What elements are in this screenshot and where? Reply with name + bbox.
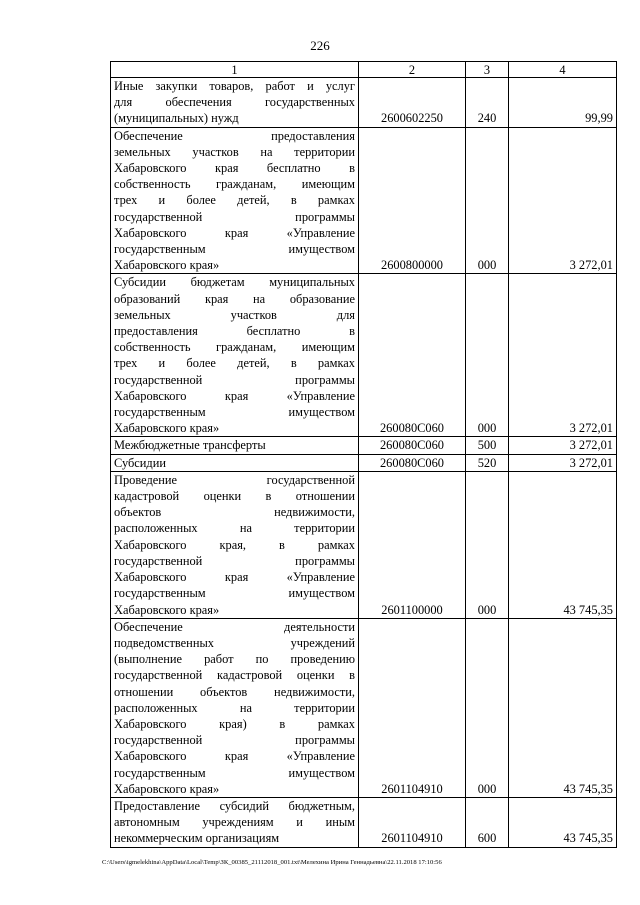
row-name-line: трех и более детей, в рамках [114, 193, 355, 208]
row-name-line: объектов недвижимости, [114, 505, 355, 520]
row-name-line: Хабаровского края «Управление [114, 388, 355, 403]
row-name [111, 127, 359, 274]
row-name-line: Хабаровского края «Управление [114, 225, 355, 240]
row-name [111, 618, 359, 797]
row-sum: 3 272,01 [509, 127, 617, 274]
table-row [111, 78, 617, 128]
row-name-line: автономным учреждениям и иным [114, 815, 355, 830]
row-name-line: расположенных на территории [114, 521, 355, 536]
header-col-3: 3 [466, 62, 509, 78]
row-name-line: Хабаровского края «Управление [114, 749, 355, 764]
row-code: 2601104910 [359, 618, 466, 797]
row-name-line: Хабаровского края» [114, 781, 220, 796]
row-sum: 43 745,35 [509, 797, 617, 847]
row-name [111, 78, 359, 128]
row-kvr: 600 [466, 797, 509, 847]
row-name-line: государственным имуществом [114, 586, 355, 601]
table-row [111, 618, 617, 797]
row-name-line: подведомственных учреждений [114, 635, 355, 650]
row-name-line: собственность гражданам, имеющим [114, 340, 355, 355]
row-name [111, 471, 359, 618]
budget-table [110, 61, 617, 848]
header-col-1: 1 [111, 62, 359, 78]
row-name-line: государственным имуществом [114, 405, 355, 420]
row-name-line: Хабаровского края «Управление [114, 570, 355, 585]
header-row [111, 62, 617, 78]
row-name-line: Межбюджетные трансферты [114, 438, 266, 453]
row-name-line: трех и более детей, в рамках [114, 356, 355, 371]
row-code: 260080С060 [359, 274, 466, 437]
row-sum: 43 745,35 [509, 471, 617, 618]
table-row [111, 471, 617, 618]
row-name-line: кадастровой оценки в отношении [114, 489, 355, 504]
row-name-line: государственной программы [114, 553, 355, 568]
table-row [111, 454, 617, 471]
row-name-line: отношении объектов недвижимости, [114, 684, 355, 699]
row-kvr: 000 [466, 274, 509, 437]
row-name-line: земельных участков на территории [114, 144, 355, 159]
row-kvr: 000 [466, 127, 509, 274]
row-name-line: (муниципальных) нужд [114, 111, 239, 126]
row-sum: 43 745,35 [509, 618, 617, 797]
table-row [111, 127, 617, 274]
row-name-line: Иные закупки товаров, работ и услуг [114, 79, 355, 93]
row-name [111, 437, 359, 454]
row-code: 260080С060 [359, 437, 466, 454]
row-name-line: образований края на образование [114, 291, 355, 306]
row-name-line: предоставления бесплатно в [114, 324, 355, 339]
row-name-line: Субсидии бюджетам муниципальных [114, 275, 355, 290]
header-col-2: 2 [359, 62, 466, 78]
row-kvr: 520 [466, 454, 509, 471]
row-name-line: Хабаровского края» [114, 421, 220, 436]
row-name [111, 274, 359, 437]
budget-table-body [111, 62, 617, 848]
table-row [111, 437, 617, 454]
row-name-line: Хабаровского края» [114, 602, 220, 617]
table-row [111, 797, 617, 847]
row-name-line: расположенных на территории [114, 700, 355, 715]
row-name-line: Проведение государственной [114, 472, 355, 487]
header-col-4: 4 [509, 62, 617, 78]
row-name-line: Субсидии [114, 455, 166, 470]
row-name-line: государственной программы [114, 209, 355, 224]
row-code: 260080С060 [359, 454, 466, 471]
row-name-line: некоммерческим организациям [114, 831, 280, 846]
row-name-line: государственной программы [114, 372, 355, 387]
row-kvr: 000 [466, 471, 509, 618]
row-name-line: Хабаровского края, в рамках [114, 537, 355, 552]
row-name [111, 797, 359, 847]
row-code: 2601100000 [359, 471, 466, 618]
row-name-line: собственность гражданам, имеющим [114, 177, 355, 192]
row-code: 2600800000 [359, 127, 466, 274]
row-kvr: 500 [466, 437, 509, 454]
row-kvr: 000 [466, 618, 509, 797]
row-name-line: Хабаровского края» [114, 258, 220, 273]
row-name [111, 454, 359, 471]
row-name-line: земельных участков для [114, 307, 355, 322]
row-name-line: Предоставление субсидий бюджетным, [114, 798, 355, 813]
page-number: 226 [310, 38, 330, 53]
row-name-line: Обеспечение предоставления [114, 128, 355, 143]
row-code: 2600602250 [359, 78, 466, 128]
row-name-line: Обеспечение деятельности [114, 619, 355, 634]
row-name-line: государственной кадастровой оценки в [114, 668, 355, 683]
row-sum: 99,99 [509, 78, 617, 128]
row-code: 2601104910 [359, 797, 466, 847]
row-name-line: государственной программы [114, 733, 355, 748]
footer-file-path: C:\Users\igmelekhina\AppData\Local\Temp\ЗК_00385_21112018_001.txt\Мелехина Ирина Геннадьевна\22.11.2018 17:10:56 [102, 859, 442, 866]
row-kvr: 240 [466, 78, 509, 128]
row-name-line: (выполнение работ по проведению [114, 652, 355, 667]
row-sum: 3 272,01 [509, 274, 617, 437]
row-name-line: государственным имуществом [114, 765, 355, 780]
row-sum: 3 272,01 [509, 437, 617, 454]
row-sum: 3 272,01 [509, 454, 617, 471]
row-name-line: государственным имуществом [114, 242, 355, 257]
row-name-line: Хабаровского края бесплатно в [114, 161, 355, 176]
row-name-line: для обеспечения государственных [114, 95, 355, 110]
row-name-line: Хабаровского края) в рамках [114, 716, 355, 731]
table-row [111, 274, 617, 437]
